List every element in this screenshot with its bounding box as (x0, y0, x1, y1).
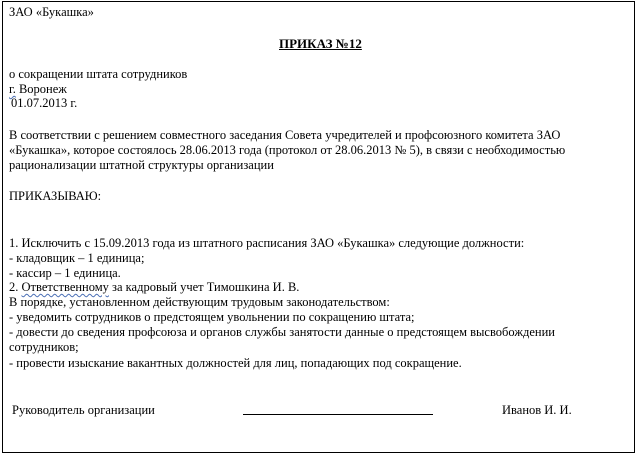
city-line (9, 82, 67, 96)
order-date: 01.07.2013 г. (11, 96, 78, 110)
item-2-rest: за кадровый учет Тимошкина И. В. (108, 280, 300, 294)
order-subject: о сокращении штата сотрудников (9, 67, 188, 81)
item-2 (9, 280, 299, 294)
signature-line (243, 414, 433, 415)
company-name: ЗАО «Букашка» (9, 5, 94, 19)
action-2: - довести до сведения профсоюза и органов службы занятости данные о предстоящем высвобождении (9, 325, 555, 339)
action-1: - уведомить сотрудников о предстоящем увольнении по сокращению штата; (9, 310, 415, 324)
signature-role: Руководитель организации (12, 403, 155, 417)
action-3: - провести изыскание вакантных должностей для лиц, попадающих под сокращение. (9, 356, 462, 370)
city-prefix: г. (9, 82, 16, 96)
order-word: ПРИКАЗЫВАЮ: (9, 189, 102, 203)
item-2-responsible: Ответственному (21, 280, 109, 294)
order-title: ПРИКАЗ №12 (279, 36, 362, 51)
item-2-prefix: 2. (9, 280, 19, 294)
procedure-line: В порядке, установленном действующим трудовым законодательством: (9, 295, 390, 309)
item-1: 1. Исключить с 15.09.2013 года из штатного расписания ЗАО «Букашка» следующие должности: (9, 236, 525, 250)
position-2: - кассир – 1 единица. (9, 266, 121, 280)
preamble-line-1: В соответствии с решением совместного заседания Совета учредителей и профсоюзного комитета ЗАО (9, 128, 561, 142)
signature-name: Иванов И. И. (502, 403, 572, 417)
city-name: Воронеж (15, 82, 67, 96)
preamble-line-2: «Букашка», которое состоялось 28.06.2013 года (протокол от 28.06.2013 № 5), в связи с необходимостью (9, 143, 566, 157)
position-1: - кладовщик – 1 единица; (9, 251, 145, 265)
preamble-line-3: рационализации штатной структуры организации (9, 158, 274, 172)
action-2-continued: сотрудников; (9, 340, 79, 354)
